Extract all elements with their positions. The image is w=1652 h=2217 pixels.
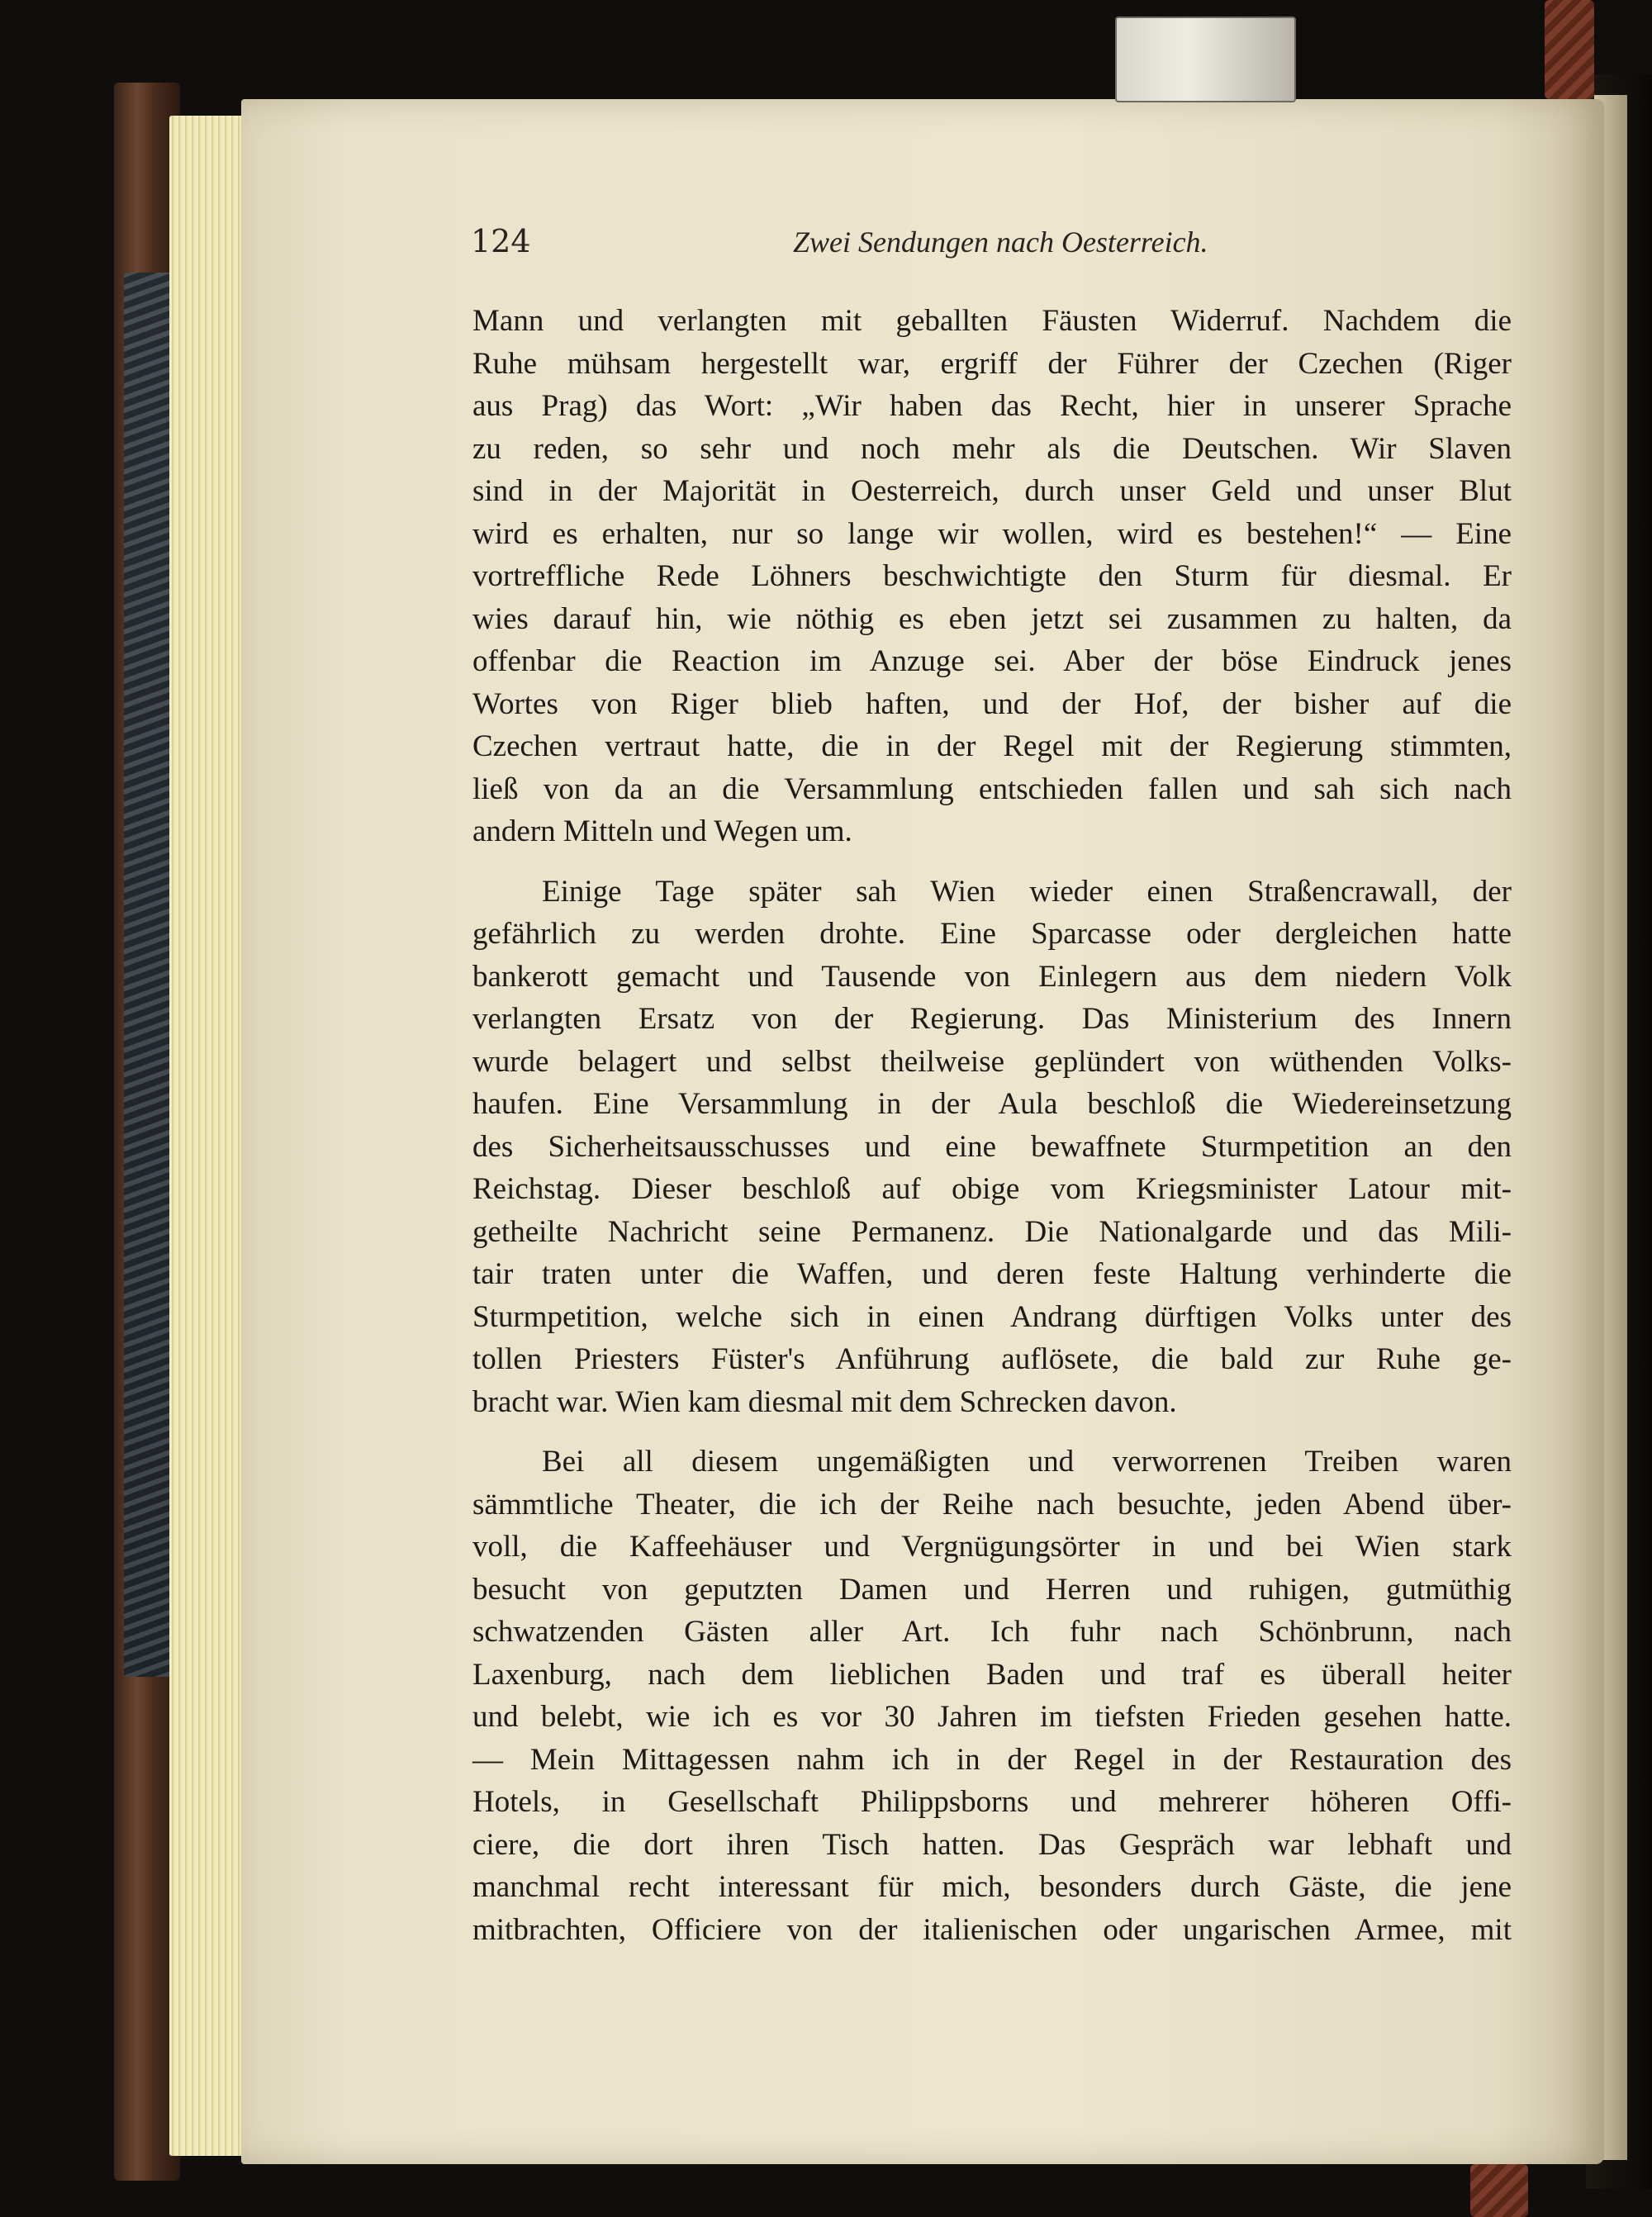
text-line: haufen. Eine Versammlung in der Aula beschloß die Wiedereinsetzung bbox=[472, 1087, 1512, 1121]
text-line: tollen Priesters Füster's Anführung auflösete, die bald zur Ruhe ge- bbox=[472, 1342, 1512, 1376]
text-line: getheilte Nachricht seine Permanenz. Die Nationalgarde und das Mili- bbox=[472, 1214, 1512, 1249]
text-line: offenbar die Reaction im Anzuge sei. Aber der böse Eindruck jenes bbox=[472, 644, 1512, 678]
page-number: 124 bbox=[471, 223, 531, 259]
text-line: wird es erhalten, nur so lange wir wollen, wird es bestehen!“ — Eine bbox=[472, 516, 1512, 551]
text-line: sämmtliche Theater, die ich der Reihe nach besuchte, jeden Abend über- bbox=[472, 1487, 1512, 1522]
marbled-cover bbox=[124, 273, 172, 1677]
text-line: Bei all diesem ungemäßigten und verworrenen Treiben waren bbox=[542, 1445, 1512, 1479]
text-line: Reichstag. Dieser beschloß auf obige vom Kriegsminister Latour mit- bbox=[472, 1172, 1512, 1206]
text-line: Mann und verlangten mit geballten Fäusten Widerruf. Nachdem die bbox=[472, 304, 1512, 338]
text-line: — Mein Mittagessen nahm ich in der Regel in der Restauration des bbox=[472, 1742, 1512, 1777]
text-line: schwatzenden Gästen aller Art. Ich fuhr nach Schönbrunn, nach bbox=[472, 1615, 1512, 1649]
paragraph bbox=[472, 871, 1512, 1424]
text-line: Hotels, in Gesellschaft Philippsborns und mehrerer höheren Offi- bbox=[472, 1785, 1512, 1819]
running-head: Zwei Sendungen nach Oesterreich. bbox=[793, 225, 1208, 259]
paragraph bbox=[472, 1441, 1512, 1951]
text-line: besucht von geputzten Damen und Herren und ruhigen, gutmüthig bbox=[472, 1572, 1512, 1607]
paper-tab bbox=[1115, 17, 1296, 102]
text-line: manchmal recht interessant für mich, besonders durch Gäste, die jene bbox=[472, 1870, 1512, 1904]
page-edges bbox=[169, 116, 248, 2156]
text-line: Laxenburg, nach dem lieblichen Baden und traf es überall heiter bbox=[472, 1657, 1512, 1692]
text-line: Sturmpetition, welche sich in einen Andrang dürftigen Volks unter des bbox=[472, 1299, 1512, 1334]
text-line: gefährlich zu werden drohte. Eine Sparcasse oder dergleichen hatte bbox=[472, 917, 1512, 951]
text-line: tair traten unter die Waffen, und deren feste Haltung verhinderte die bbox=[472, 1257, 1512, 1291]
text-line: des Sicherheitsausschusses und eine bewaffnete Sturmpetition an den bbox=[472, 1129, 1512, 1164]
text-line: und belebt, wie ich es vor 30 Jahren im tiefsten Frieden gesehen hatte. bbox=[472, 1700, 1512, 1734]
bookmark-ribbon-bottom bbox=[1470, 2164, 1528, 2217]
text-line: bankerott gemacht und Tausende von Einlegern aus dem niedern Volk bbox=[472, 959, 1512, 994]
text-line: ließ von da an die Versammlung entschieden fallen und sah sich nach bbox=[472, 771, 1512, 806]
text-line: mitbrachten, Officiere von der italienischen oder ungarischen Armee, mit bbox=[472, 1912, 1512, 1947]
page-body bbox=[472, 300, 1512, 1951]
text-line: andern Mitteln und Wegen um. bbox=[472, 814, 852, 848]
text-line: vortreffliche Rede Löhners beschwichtigte den Sturm für diesmal. Er bbox=[472, 559, 1512, 593]
text-line: ciere, die dort ihren Tisch hatten. Das Gespräch war lebhaft und bbox=[472, 1827, 1512, 1862]
text-line: aus Prag) das Wort: „Wir haben das Recht, hier in unserer Sprache bbox=[472, 389, 1512, 423]
text-line: sind in der Majorität in Oesterreich, durch unser Geld und unser Blut bbox=[472, 474, 1512, 508]
text-line: voll, die Kaffeehäuser und Vergnügungsörter in und bei Wien stark bbox=[472, 1530, 1512, 1564]
paragraph-gap bbox=[472, 853, 1512, 871]
text-line: Wortes von Riger blieb haften, und der Hof, der bisher auf die bbox=[472, 686, 1512, 721]
text-line: Czechen vertraut hatte, die in der Regel mit der Regierung stimmten, bbox=[472, 729, 1512, 763]
paragraph-gap bbox=[472, 1423, 1512, 1441]
text-line: verlangten Ersatz von der Regierung. Das Ministerium des Innern bbox=[472, 1002, 1512, 1036]
paragraph bbox=[472, 300, 1512, 853]
page-header bbox=[471, 223, 1512, 264]
text-line: wies darauf hin, wie nöthig es eben jetzt sei zusammen zu halten, da bbox=[472, 601, 1512, 636]
text-line: Ruhe mühsam hergestellt war, ergriff der Führer der Czechen (Riger bbox=[472, 346, 1512, 381]
text-line: bracht war. Wien kam diesmal mit dem Schrecken davon. bbox=[472, 1384, 1177, 1419]
text-line: wurde belagert und selbst theilweise geplündert von wüthenden Volks- bbox=[472, 1044, 1512, 1079]
text-line: zu reden, so sehr und noch mehr als die Deutschen. Wir Slaven bbox=[472, 431, 1512, 466]
text-line: Einige Tage später sah Wien wieder einen Straßencrawall, der bbox=[542, 874, 1512, 909]
bookmark-ribbon-top bbox=[1545, 0, 1594, 99]
